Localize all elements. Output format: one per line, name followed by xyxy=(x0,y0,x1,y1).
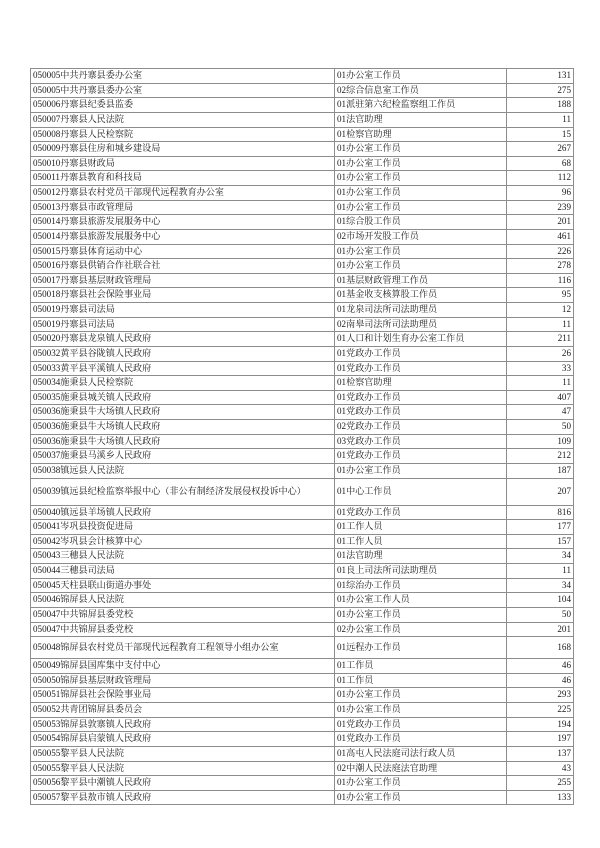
cell-applicant-count: 34 xyxy=(507,549,574,564)
cell-position-name: 02南皋司法所司法助理员 xyxy=(335,317,507,332)
cell-position-name: 01检察官助理 xyxy=(335,127,507,142)
cell-position-name: 01综治办工作员 xyxy=(335,578,507,593)
table-row xyxy=(31,478,574,505)
table-row xyxy=(31,346,574,361)
cell-recruiting-unit: 050045天柱县联山街道办事处 xyxy=(31,578,335,593)
cell-applicant-count: 12 xyxy=(507,303,574,318)
cell-applicant-count: 34 xyxy=(507,578,574,593)
cell-position-name: 01龙泉司法所司法助理员 xyxy=(335,303,507,318)
cell-position-name: 01高屯人民法庭司法行政人员 xyxy=(335,746,507,761)
table-row xyxy=(31,659,574,674)
table-row xyxy=(31,405,574,420)
cell-recruiting-unit: 050047中共锦屏县委党校 xyxy=(31,622,335,637)
cell-recruiting-unit: 050009丹寨县住房和城乡建设局 xyxy=(31,142,335,157)
cell-recruiting-unit: 050014丹寨县旅游发展服务中心 xyxy=(31,229,335,244)
cell-position-name: 01办公室工作员 xyxy=(335,463,507,478)
cell-applicant-count: 15 xyxy=(507,127,574,142)
cell-applicant-count: 194 xyxy=(507,717,574,732)
cell-recruiting-unit: 050017丹寨县基层财政管理局 xyxy=(31,273,335,288)
table-body xyxy=(31,69,574,805)
cell-recruiting-unit: 050044三穗县司法局 xyxy=(31,564,335,579)
cell-applicant-count: 11 xyxy=(507,376,574,391)
cell-position-name: 01基层财政管理工作员 xyxy=(335,273,507,288)
table-row xyxy=(31,317,574,332)
table-row xyxy=(31,549,574,564)
cell-recruiting-unit: 050012丹寨县农村党员干部现代远程教育办公室 xyxy=(31,186,335,201)
cell-recruiting-unit: 050057黎平县敖市镇人民政府 xyxy=(31,790,335,805)
cell-recruiting-unit: 050011丹寨县教育和科技局 xyxy=(31,171,335,186)
table-row xyxy=(31,390,574,405)
table-row xyxy=(31,229,574,244)
cell-recruiting-unit: 050036施秉县牛大场镇人民政府 xyxy=(31,420,335,435)
table-row xyxy=(31,520,574,535)
cell-recruiting-unit: 050037施秉县马溪乡人民政府 xyxy=(31,449,335,464)
cell-position-name: 01党政办工作员 xyxy=(335,390,507,405)
table-row xyxy=(31,332,574,347)
cell-position-name: 02综合信息室工作员 xyxy=(335,83,507,98)
cell-recruiting-unit: 050036施秉县牛大场镇人民政府 xyxy=(31,434,335,449)
cell-position-name: 01党政办工作员 xyxy=(335,717,507,732)
cell-position-name: 01派驻第六纪检监察组工作员 xyxy=(335,98,507,113)
table-row xyxy=(31,303,574,318)
table-row xyxy=(31,593,574,608)
cell-recruiting-unit: 050038镇远县人民法院 xyxy=(31,463,335,478)
table-row xyxy=(31,732,574,747)
cell-position-name: 01党政办工作员 xyxy=(335,361,507,376)
cell-position-name: 01法官助理 xyxy=(335,112,507,127)
cell-applicant-count: 278 xyxy=(507,259,574,274)
cell-applicant-count: 11 xyxy=(507,564,574,579)
cell-position-name: 01办公室工作员 xyxy=(335,156,507,171)
table-row xyxy=(31,673,574,688)
table-row xyxy=(31,361,574,376)
cell-recruiting-unit: 050049锦屏县国库集中支付中心 xyxy=(31,659,335,674)
cell-position-name: 02党政办工作员 xyxy=(335,420,507,435)
cell-recruiting-unit: 050053锦屏县敦寨镇人民政府 xyxy=(31,717,335,732)
cell-position-name: 02市场开发股工作员 xyxy=(335,229,507,244)
cell-recruiting-unit: 050013丹寨县市政管理局 xyxy=(31,200,335,215)
cell-recruiting-unit: 050047中共锦屏县委党校 xyxy=(31,607,335,622)
cell-position-name: 01法官助理 xyxy=(335,549,507,564)
cell-recruiting-unit: 050051锦屏县社会保险事业局 xyxy=(31,688,335,703)
cell-position-name: 01党政办工作员 xyxy=(335,405,507,420)
cell-recruiting-unit: 050019丹寨县司法局 xyxy=(31,303,335,318)
table-row xyxy=(31,434,574,449)
table-row xyxy=(31,273,574,288)
cell-applicant-count: 33 xyxy=(507,361,574,376)
cell-recruiting-unit: 050019丹寨县司法局 xyxy=(31,317,335,332)
cell-recruiting-unit: 050005中共丹寨县委办公室 xyxy=(31,83,335,98)
cell-position-name: 01办公室工作员 xyxy=(335,69,507,84)
cell-position-name: 01工作人员 xyxy=(335,534,507,549)
table-row xyxy=(31,244,574,259)
cell-recruiting-unit: 050014丹寨县旅游发展服务中心 xyxy=(31,215,335,230)
cell-applicant-count: 201 xyxy=(507,622,574,637)
table-row xyxy=(31,717,574,732)
cell-recruiting-unit: 050036施秉县牛大场镇人民政府 xyxy=(31,405,335,420)
cell-recruiting-unit: 050056黎平县中潮镇人民政府 xyxy=(31,776,335,791)
cell-applicant-count: 137 xyxy=(507,746,574,761)
table-row xyxy=(31,142,574,157)
table-row xyxy=(31,112,574,127)
table-row xyxy=(31,578,574,593)
cell-applicant-count: 131 xyxy=(507,69,574,84)
cell-position-name: 01办公室工作员 xyxy=(335,244,507,259)
table-row xyxy=(31,156,574,171)
cell-recruiting-unit: 050032黄平县谷陇镇人民政府 xyxy=(31,346,335,361)
cell-applicant-count: 211 xyxy=(507,332,574,347)
cell-applicant-count: 255 xyxy=(507,776,574,791)
cell-applicant-count: 226 xyxy=(507,244,574,259)
cell-applicant-count: 275 xyxy=(507,83,574,98)
cell-applicant-count: 461 xyxy=(507,229,574,244)
cell-applicant-count: 26 xyxy=(507,346,574,361)
cell-position-name: 01办公室工作员 xyxy=(335,688,507,703)
table-row xyxy=(31,463,574,478)
cell-position-name: 03党政办工作员 xyxy=(335,434,507,449)
cell-applicant-count: 293 xyxy=(507,688,574,703)
cell-recruiting-unit: 050048锦屏县农村党员干部现代远程教育工程领导小组办公室 xyxy=(31,637,335,659)
cell-position-name: 01党政办工作员 xyxy=(335,505,507,520)
cell-applicant-count: 68 xyxy=(507,156,574,171)
table-row xyxy=(31,761,574,776)
cell-position-name: 01党政办工作员 xyxy=(335,449,507,464)
cell-recruiting-unit: 050039镇远县纪检监察举报中心（非公有制经济发展侵权投诉中心） xyxy=(31,478,335,505)
cell-position-name: 01办公室工作员 xyxy=(335,776,507,791)
cell-applicant-count: 116 xyxy=(507,273,574,288)
cell-position-name: 01办公室工作员 xyxy=(335,200,507,215)
cell-recruiting-unit: 050055黎平县人民法院 xyxy=(31,761,335,776)
cell-position-name: 01检察官助理 xyxy=(335,376,507,391)
table-row xyxy=(31,98,574,113)
table-row xyxy=(31,376,574,391)
cell-position-name: 01工作人员 xyxy=(335,520,507,535)
cell-position-name: 01基金收支核算股工作员 xyxy=(335,288,507,303)
cell-applicant-count: 197 xyxy=(507,732,574,747)
table-row xyxy=(31,259,574,274)
cell-recruiting-unit: 050008丹寨县人民检察院 xyxy=(31,127,335,142)
cell-applicant-count: 43 xyxy=(507,761,574,776)
cell-applicant-count: 212 xyxy=(507,449,574,464)
table-row xyxy=(31,200,574,215)
cell-applicant-count: 201 xyxy=(507,215,574,230)
cell-position-name: 01办公室工作员 xyxy=(335,790,507,805)
cell-recruiting-unit: 050007丹寨县人民法院 xyxy=(31,112,335,127)
cell-recruiting-unit: 050050锦屏县基层财政管理局 xyxy=(31,673,335,688)
cell-applicant-count: 109 xyxy=(507,434,574,449)
cell-position-name: 01中心工作员 xyxy=(335,478,507,505)
cell-applicant-count: 11 xyxy=(507,112,574,127)
cell-applicant-count: 407 xyxy=(507,390,574,405)
cell-position-name: 01综合股工作员 xyxy=(335,215,507,230)
table-row xyxy=(31,127,574,142)
table-row xyxy=(31,637,574,659)
cell-position-name: 01办公室工作员 xyxy=(335,186,507,201)
table-row xyxy=(31,534,574,549)
cell-position-name: 01办公室工作员 xyxy=(335,171,507,186)
cell-recruiting-unit: 050040镇远县羊场镇人民政府 xyxy=(31,505,335,520)
cell-position-name: 01良上司法所司法助理员 xyxy=(335,564,507,579)
table-row xyxy=(31,607,574,622)
table-row xyxy=(31,449,574,464)
cell-applicant-count: 157 xyxy=(507,534,574,549)
cell-applicant-count: 104 xyxy=(507,593,574,608)
cell-applicant-count: 225 xyxy=(507,703,574,718)
cell-recruiting-unit: 050043三穗县人民法院 xyxy=(31,549,335,564)
table-row xyxy=(31,69,574,84)
cell-recruiting-unit: 050054锦屏县启蒙镇人民政府 xyxy=(31,732,335,747)
table-row xyxy=(31,171,574,186)
table-row xyxy=(31,186,574,201)
cell-applicant-count: 168 xyxy=(507,637,574,659)
cell-applicant-count: 96 xyxy=(507,186,574,201)
cell-recruiting-unit: 050046锦屏县人民法院 xyxy=(31,593,335,608)
cell-applicant-count: 188 xyxy=(507,98,574,113)
cell-applicant-count: 187 xyxy=(507,463,574,478)
cell-position-name: 01党政办工作员 xyxy=(335,732,507,747)
cell-recruiting-unit: 050052共青团锦屏县委员会 xyxy=(31,703,335,718)
cell-position-name: 01办公室工作员 xyxy=(335,607,507,622)
cell-recruiting-unit: 050006丹寨县纪委县监委 xyxy=(31,98,335,113)
cell-position-name: 01办公室工作员 xyxy=(335,259,507,274)
cell-position-name: 01办公室工作员 xyxy=(335,142,507,157)
cell-applicant-count: 112 xyxy=(507,171,574,186)
cell-position-name: 01办公室工作人员 xyxy=(335,593,507,608)
cell-position-name: 01工作员 xyxy=(335,659,507,674)
cell-position-name: 02中潮人民法庭法官助理 xyxy=(335,761,507,776)
cell-recruiting-unit: 050033黄平县平溪镇人民政府 xyxy=(31,361,335,376)
table-row xyxy=(31,703,574,718)
cell-recruiting-unit: 050005中共丹寨县委办公室 xyxy=(31,69,335,84)
table-row xyxy=(31,776,574,791)
cell-position-name: 02办公室工作员 xyxy=(335,622,507,637)
cell-applicant-count: 239 xyxy=(507,200,574,215)
cell-recruiting-unit: 050055黎平县人民法院 xyxy=(31,746,335,761)
cell-position-name: 01党政办工作员 xyxy=(335,346,507,361)
table-row xyxy=(31,564,574,579)
cell-position-name: 01工作员 xyxy=(335,673,507,688)
table-row xyxy=(31,622,574,637)
table-row xyxy=(31,688,574,703)
cell-position-name: 01办公室工作员 xyxy=(335,703,507,718)
cell-applicant-count: 177 xyxy=(507,520,574,535)
cell-recruiting-unit: 050018丹寨县社会保险事业局 xyxy=(31,288,335,303)
table-row xyxy=(31,420,574,435)
cell-recruiting-unit: 050016丹寨县供销合作社联合社 xyxy=(31,259,335,274)
cell-recruiting-unit: 050020丹寨县龙泉镇人民政府 xyxy=(31,332,335,347)
cell-applicant-count: 95 xyxy=(507,288,574,303)
cell-recruiting-unit: 050010丹寨县财政局 xyxy=(31,156,335,171)
cell-recruiting-unit: 050034施秉县人民检察院 xyxy=(31,376,335,391)
table-row xyxy=(31,505,574,520)
cell-recruiting-unit: 050042岑巩县会计核算中心 xyxy=(31,534,335,549)
cell-applicant-count: 207 xyxy=(507,478,574,505)
cell-applicant-count: 46 xyxy=(507,659,574,674)
table-row xyxy=(31,83,574,98)
cell-applicant-count: 816 xyxy=(507,505,574,520)
cell-recruiting-unit: 050041岑巩县投资促进局 xyxy=(31,520,335,535)
table-row xyxy=(31,790,574,805)
cell-applicant-count: 46 xyxy=(507,673,574,688)
cell-position-name: 01远程办工作员 xyxy=(335,637,507,659)
cell-recruiting-unit: 050015丹寨县体育运动中心 xyxy=(31,244,335,259)
cell-recruiting-unit: 050035施秉县城关镇人民政府 xyxy=(31,390,335,405)
cell-applicant-count: 47 xyxy=(507,405,574,420)
cell-applicant-count: 11 xyxy=(507,317,574,332)
table-row xyxy=(31,746,574,761)
table-row xyxy=(31,215,574,230)
cell-applicant-count: 50 xyxy=(507,420,574,435)
cell-applicant-count: 133 xyxy=(507,790,574,805)
recruitment-table xyxy=(30,68,574,805)
cell-applicant-count: 50 xyxy=(507,607,574,622)
cell-position-name: 01人口和计划生育办公室工作员 xyxy=(335,332,507,347)
table-row xyxy=(31,288,574,303)
cell-applicant-count: 267 xyxy=(507,142,574,157)
